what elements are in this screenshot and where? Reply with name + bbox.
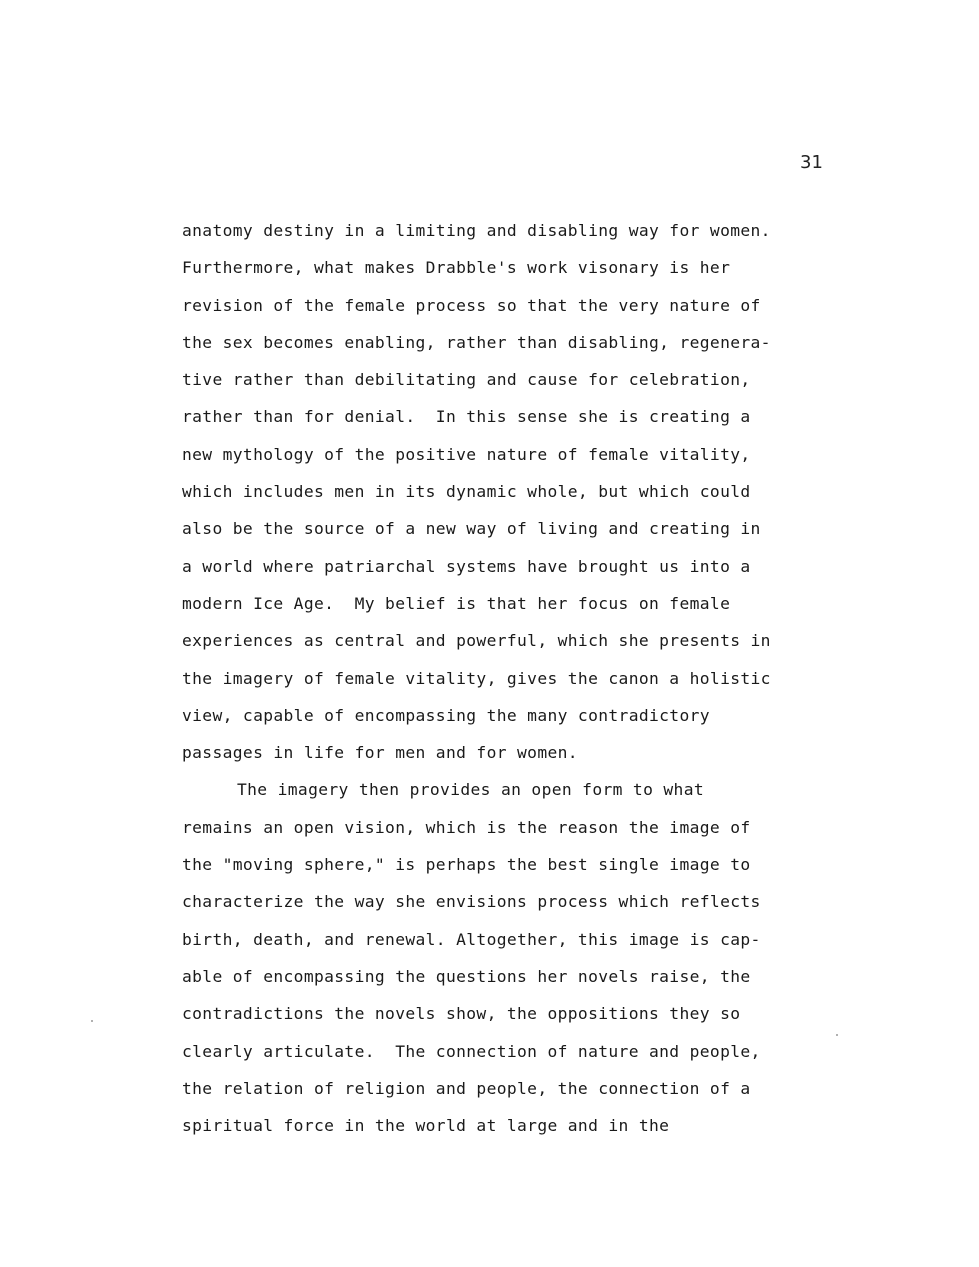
text-line-indented: The imagery then provides an open form to what [237, 780, 704, 800]
text-line: the imagery of female vitality, gives the canon a holistic [182, 668, 771, 688]
text-line: contradictions the novels show, the oppositions they so [182, 1004, 741, 1024]
text-line: anatomy destiny in a limiting and disabling way for women. [182, 221, 771, 240]
text-line: tive rather than debilitating and cause for celebration, [182, 370, 751, 390]
text-line: modern Ice Age. My belief is that her focus on female [182, 593, 731, 613]
text-line: rather than for denial. In this sense she is creating a [182, 407, 751, 427]
text-line: able of encompassing the questions her novels raise, the [182, 966, 751, 986]
scan-speck [836, 1034, 838, 1036]
text-line: new mythology of the positive nature of female vitality, [182, 444, 751, 464]
text-line: remains an open vision, which is the reason the image of [182, 817, 751, 837]
text-line: clearly articulate. The connection of nature and people, [182, 1041, 761, 1061]
text-line: the sex becomes enabling, rather than disabling, regenera- [182, 332, 771, 352]
text-line: experiences as central and powerful, which she presents in [182, 631, 771, 651]
text-line: birth, death, and renewal. Altogether, this image is cap- [182, 929, 761, 949]
text-line: which includes men in its dynamic whole, but which could [182, 482, 751, 502]
text-line: also be the source of a new way of living and creating in [182, 519, 761, 539]
text-line: characterize the way she envisions process which reflects [182, 892, 761, 912]
page-number: 31 [800, 152, 823, 173]
text-line: spiritual force in the world at large and in the [182, 1116, 670, 1136]
body-text [182, 212, 862, 1144]
text-line: a world where patriarchal systems have brought us into a [182, 556, 751, 576]
text-line: Furthermore, what makes Drabble's work visonary is her [182, 258, 731, 278]
text-line: the "moving sphere," is perhaps the best single image to [182, 855, 751, 875]
text-line: passages in life for men and for women. [182, 743, 578, 763]
text-line: the relation of religion and people, the connection of a [182, 1078, 751, 1098]
text-line: view, capable of encompassing the many contradictory [182, 705, 710, 725]
scan-speck [91, 1020, 93, 1022]
text-line: revision of the female process so that the very nature of [182, 295, 761, 315]
